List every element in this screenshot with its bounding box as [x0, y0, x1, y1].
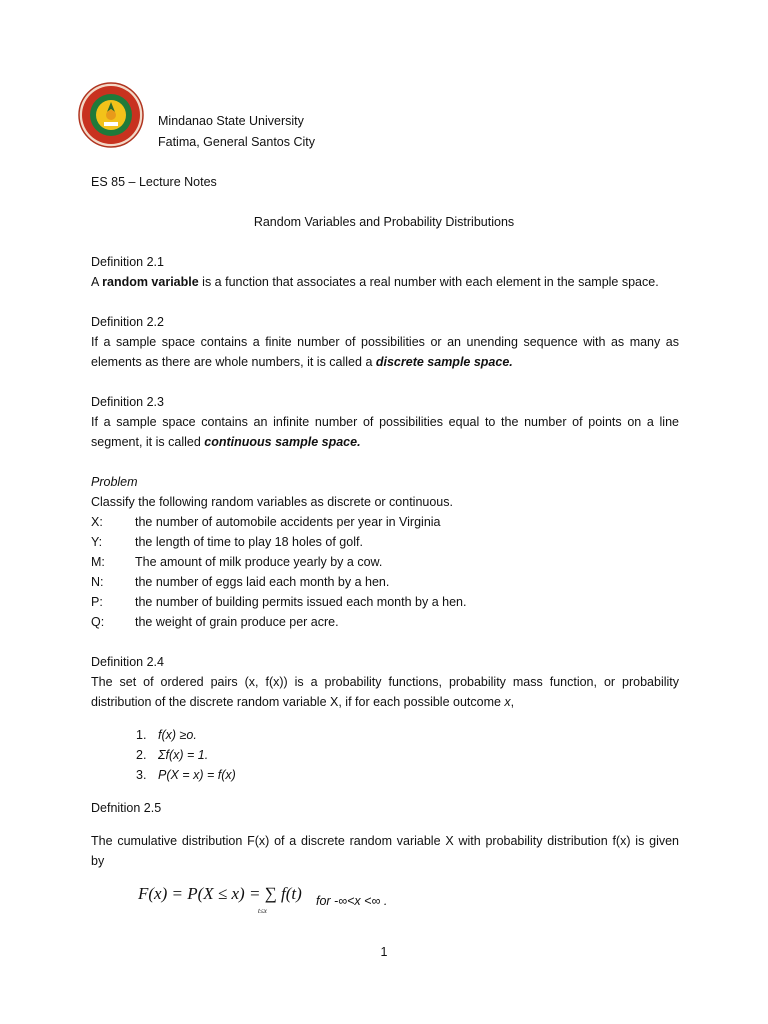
- def21-pre: A: [91, 275, 103, 289]
- cdf-range: for -∞<x <∞ .: [316, 894, 388, 908]
- item-var: P:: [91, 595, 103, 609]
- list-item: [91, 612, 339, 632]
- definition-2-4-heading: Definition 2.4: [91, 655, 164, 669]
- list-item: [91, 552, 382, 572]
- problem-intro: Classify the following random variables as discrete or continuous.: [91, 495, 453, 509]
- def21-term: random variable: [102, 275, 199, 289]
- item-var: M:: [91, 555, 105, 569]
- condition-number: 1.: [136, 728, 147, 742]
- list-item: [91, 512, 441, 532]
- list-item: [136, 765, 236, 785]
- definition-2-4-line1: The set of ordered pairs (x, f(x)) is a probability functions, probability mass function, or probability: [91, 675, 679, 689]
- item-var: X:: [91, 515, 103, 529]
- item-var: Q:: [91, 615, 105, 629]
- item-text: the number of eggs laid each month by a hen.: [135, 575, 390, 589]
- definition-2-5-line2: by: [91, 854, 105, 868]
- condition-text: Σf(x) = 1.: [158, 748, 209, 762]
- definition-2-2-line2: [91, 352, 513, 372]
- list-item: [136, 745, 208, 765]
- document-title: Random Variables and Probability Distributions: [253, 215, 515, 229]
- definition-2-3-line1: If a sample space contains an infinite number of possibilities equal to the number of points on a line: [91, 415, 679, 429]
- definition-2-2-line1: If a sample space contains a finite number of possibilities or an unending sequence with as many as: [91, 335, 679, 349]
- def21-post: is a function that associates a real number with each element in the sample space.: [198, 275, 659, 289]
- definition-2-1-heading: Definition 2.1: [91, 255, 164, 269]
- definition-2-3-line2: [91, 432, 361, 452]
- def24-line2-post: ,: [510, 695, 515, 709]
- problem-heading: Problem: [91, 475, 138, 489]
- def23-line2-pre: segment, it is called: [91, 435, 205, 449]
- definition-2-5-line1: The cumulative distribution F(x) of a discrete random variable X with probability distribution f(x) is given: [91, 834, 679, 848]
- item-text: the number of building permits issued each month by a hen.: [135, 595, 467, 609]
- def22-term: discrete sample space.: [375, 355, 513, 369]
- condition-number: 3.: [136, 768, 147, 782]
- item-text: the number of automobile accidents per year in Virginia: [135, 515, 441, 529]
- list-item: [136, 725, 197, 745]
- def23-term: continuous sample space.: [204, 435, 361, 449]
- page-number: 1: [380, 945, 388, 959]
- def22-line2-pre: elements as there are whole numbers, it is called a: [91, 355, 376, 369]
- list-item: [91, 592, 466, 612]
- definition-2-1-text: [91, 272, 659, 292]
- university-location: Fatima, General Santos City: [158, 135, 316, 149]
- summation-subscript: t≤x: [258, 907, 267, 915]
- item-text: the length of time to play 18 holes of golf.: [135, 535, 363, 549]
- definition-2-3-heading: Definition 2.3: [91, 395, 164, 409]
- list-item: [91, 532, 363, 552]
- university-name: Mindanao State University: [158, 114, 304, 128]
- definition-2-2-heading: Definition 2.2: [91, 315, 164, 329]
- def24-var: x: [504, 695, 511, 709]
- definition-2-4-line2: [91, 692, 514, 712]
- definition-2-5-heading: Defnition 2.5: [91, 801, 162, 815]
- course-title: ES 85 – Lecture Notes: [91, 175, 217, 189]
- cdf-formula: F(x) = P(X ≤ x) = ∑ f(t): [138, 884, 302, 903]
- list-item: [91, 572, 389, 592]
- condition-text: f(x) ≥o.: [158, 728, 197, 742]
- university-seal-logo: [78, 82, 144, 148]
- item-var: N:: [91, 575, 104, 589]
- item-var: Y:: [91, 535, 103, 549]
- item-text: the weight of grain produce per acre.: [135, 615, 339, 629]
- condition-number: 2.: [136, 748, 147, 762]
- def24-line2-pre: distribution of the discrete random variable X, if for each possible outcome: [91, 695, 505, 709]
- item-text: The amount of milk produce yearly by a cow.: [135, 555, 383, 569]
- condition-text: P(X = x) = f(x): [158, 768, 236, 782]
